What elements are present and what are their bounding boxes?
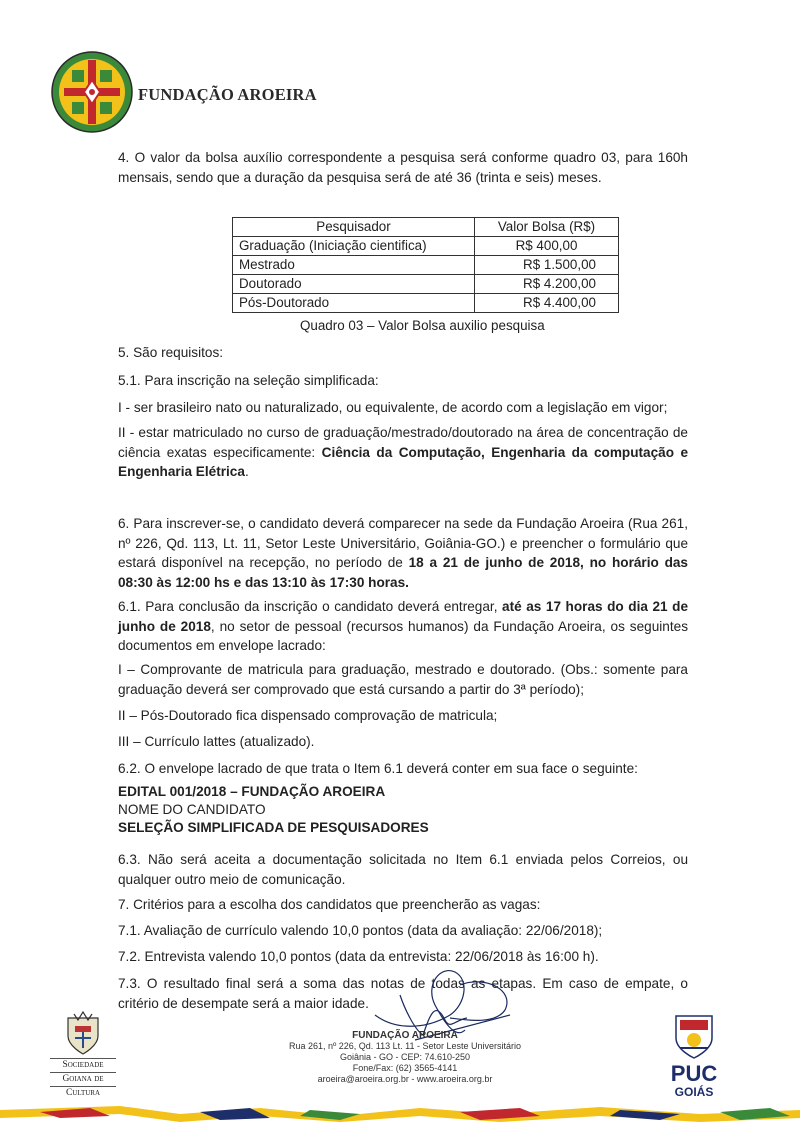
- table-row: [233, 256, 619, 275]
- scholarship-table: [232, 217, 619, 313]
- envelope-line-2: NOME DO CANDIDATO: [118, 802, 266, 817]
- bold-text: até as 17 horas do dia 21 de junho de 2018: [118, 599, 688, 634]
- paragraph-6-1: [118, 597, 688, 656]
- paragraph-5-1: 5.1. Para inscrição na seleção simplificada:: [118, 373, 379, 388]
- table-cell: R$ 1.500,00: [475, 256, 619, 275]
- sgc-logo-text: [50, 1058, 116, 1100]
- paragraph-6-3: 6.3. Não será aceita a documentação solicitada no Item 6.1 enviada pelos Correios, ou qualquer outro meio de comunicação.: [118, 852, 688, 887]
- paragraph-7-1: 7.1. Avaliação de currículo valendo 10,0 pontos (data da avaliação: 22/06/2018);: [118, 923, 603, 938]
- table-header-cell: Valor Bolsa (R$): [475, 218, 619, 237]
- table-row: [233, 294, 619, 313]
- footer-address: Rua 261, nº 226, Qd. 113 Lt. 11 - Setor Leste Universitário: [288, 1041, 522, 1051]
- envelope-line-1: EDITAL 001/2018 – FUNDAÇÃO AROEIRA: [118, 784, 386, 799]
- table-cell: Pós-Doutorado: [233, 294, 475, 313]
- paragraph-7: 7. Critérios para a escolha dos candidatos que preencherão as vagas:: [118, 897, 541, 912]
- footer-contact: aroeira@aroeira.org.br - www.aroeira.org.br: [317, 1074, 493, 1084]
- puc-goias-crest-icon: [672, 1010, 716, 1060]
- puc-line-1: PUC: [670, 1061, 718, 1086]
- table-row: [233, 237, 619, 256]
- text: II - estar matriculado no curso de graduação/mestrado/doutorado na área de concentração de ciência exatas especificamente:: [118, 425, 688, 460]
- sgc-crest-icon: [60, 1010, 106, 1056]
- text: , no setor de pessoal (recursos humanos) da Fundação Aroeira, os seguintes documentos em envelope lacrado:: [118, 618, 688, 653]
- table-caption: Quadro 03 – Valor Bolsa auxilio pesquisa: [300, 318, 545, 333]
- footer-address-block: [240, 1030, 570, 1085]
- org-name: FUNDAÇÃO AROEIRA: [138, 85, 317, 104]
- table-cell: Mestrado: [233, 256, 475, 275]
- table-header-cell: Pesquisador: [233, 218, 475, 237]
- aroeira-cross-emblem-icon: [50, 50, 134, 134]
- puc-logo-text: [664, 1062, 724, 1098]
- bold-text: 18 a 21 de junho de 2018, no horário das 08:30 às 12:00 hs e das 13:10 às 17:30 horas.: [118, 555, 688, 590]
- paragraph-5-1-ii: II - estar matriculado no curso de graduação/mestrado/doutorado na área de concentração de ciência exatas especificamente: Ciência da Computação, Engenharia da computação e Engenharia Elétrica.: [118, 425, 688, 479]
- footer-city: Goiânia - GO - CEP: 74.610-250: [339, 1052, 471, 1062]
- paragraph-6: [118, 514, 688, 592]
- footer-org-name: FUNDAÇÃO AROEIRA: [352, 1030, 458, 1041]
- sgc-line-3: Cultura: [65, 1088, 101, 1098]
- sgc-line-2: Goiana de: [50, 1073, 116, 1087]
- paragraph-5: 5. São requisitos:: [118, 345, 224, 360]
- decorative-bottom-band: [0, 1102, 800, 1124]
- paragraph-6-1-ii: II – Pós-Doutorado fica dispensado comprovação de matricula;: [118, 708, 498, 723]
- table-cell: R$ 4.400,00: [475, 294, 619, 313]
- paragraph-6-2: 6.2. O envelope lacrado de que trata o Item 6.1 deverá conter em sua face o seguinte:: [118, 761, 638, 776]
- text: 6. Para inscrever-se, o candidato deverá comparecer na sede da Fundação Aroeira (Rua 261, nº 226, Qd. 113, Lt. 11, Setor Leste Universitário, Goiânia-GO.) e preencher o formulário que estará disponível na recepção, no período de: [118, 516, 688, 570]
- puc-line-2: GOIÁS: [674, 1085, 714, 1099]
- table-row: [233, 275, 619, 294]
- envelope-line-3: SELEÇÃO SIMPLIFICADA DE PESQUISADORES: [118, 820, 429, 835]
- table-cell: R$ 4.200,00: [475, 275, 619, 294]
- table-header-row: [233, 218, 619, 237]
- table-cell: Graduação (Iniciação cientifica): [233, 237, 475, 256]
- table-cell: Doutorado: [233, 275, 475, 294]
- paragraph-6-1-i: I – Comprovante de matricula para graduação, mestrado e doutorado. (Obs.: somente para graduação deverá ser comprovado que está cursando a partir do 3ª período);: [118, 662, 688, 697]
- text: 6.1. Para conclusão da inscrição o candidato deverá entregar,: [118, 599, 503, 614]
- table-cell: R$ 400,00: [475, 237, 619, 256]
- paragraph-4: 4. O valor da bolsa auxílio correspondente a pesquisa será conforme quadro 03, para 160h mensais, sendo que a duração da pesquisa será de até 36 (trinta e seis) meses.: [118, 150, 688, 185]
- bold-text: Ciência da Computação, Engenharia da computação e Engenharia Elétrica: [118, 444, 688, 479]
- paragraph-5-1-i: I - ser brasileiro nato ou naturalizado, ou equivalente, de acordo com a legislação em vigor;: [118, 400, 668, 415]
- paragraph-7-3: 7.3. O resultado final será a soma das notas de todas as etapas. Em caso de empate, o critério de desempate será a maior idade.: [118, 976, 688, 1011]
- sgc-line-1: Sociedade: [50, 1059, 116, 1073]
- paragraph-7-2: 7.2. Entrevista valendo 10,0 pontos (data da entrevista: 22/06/2018 às 16:00 h).: [118, 949, 599, 964]
- footer-phone: Fone/Fax: (62) 3565-4141: [352, 1063, 458, 1073]
- paragraph-6-1-iii: III – Currículo lattes (atualizado).: [118, 734, 315, 749]
- envelope-block: [118, 783, 429, 837]
